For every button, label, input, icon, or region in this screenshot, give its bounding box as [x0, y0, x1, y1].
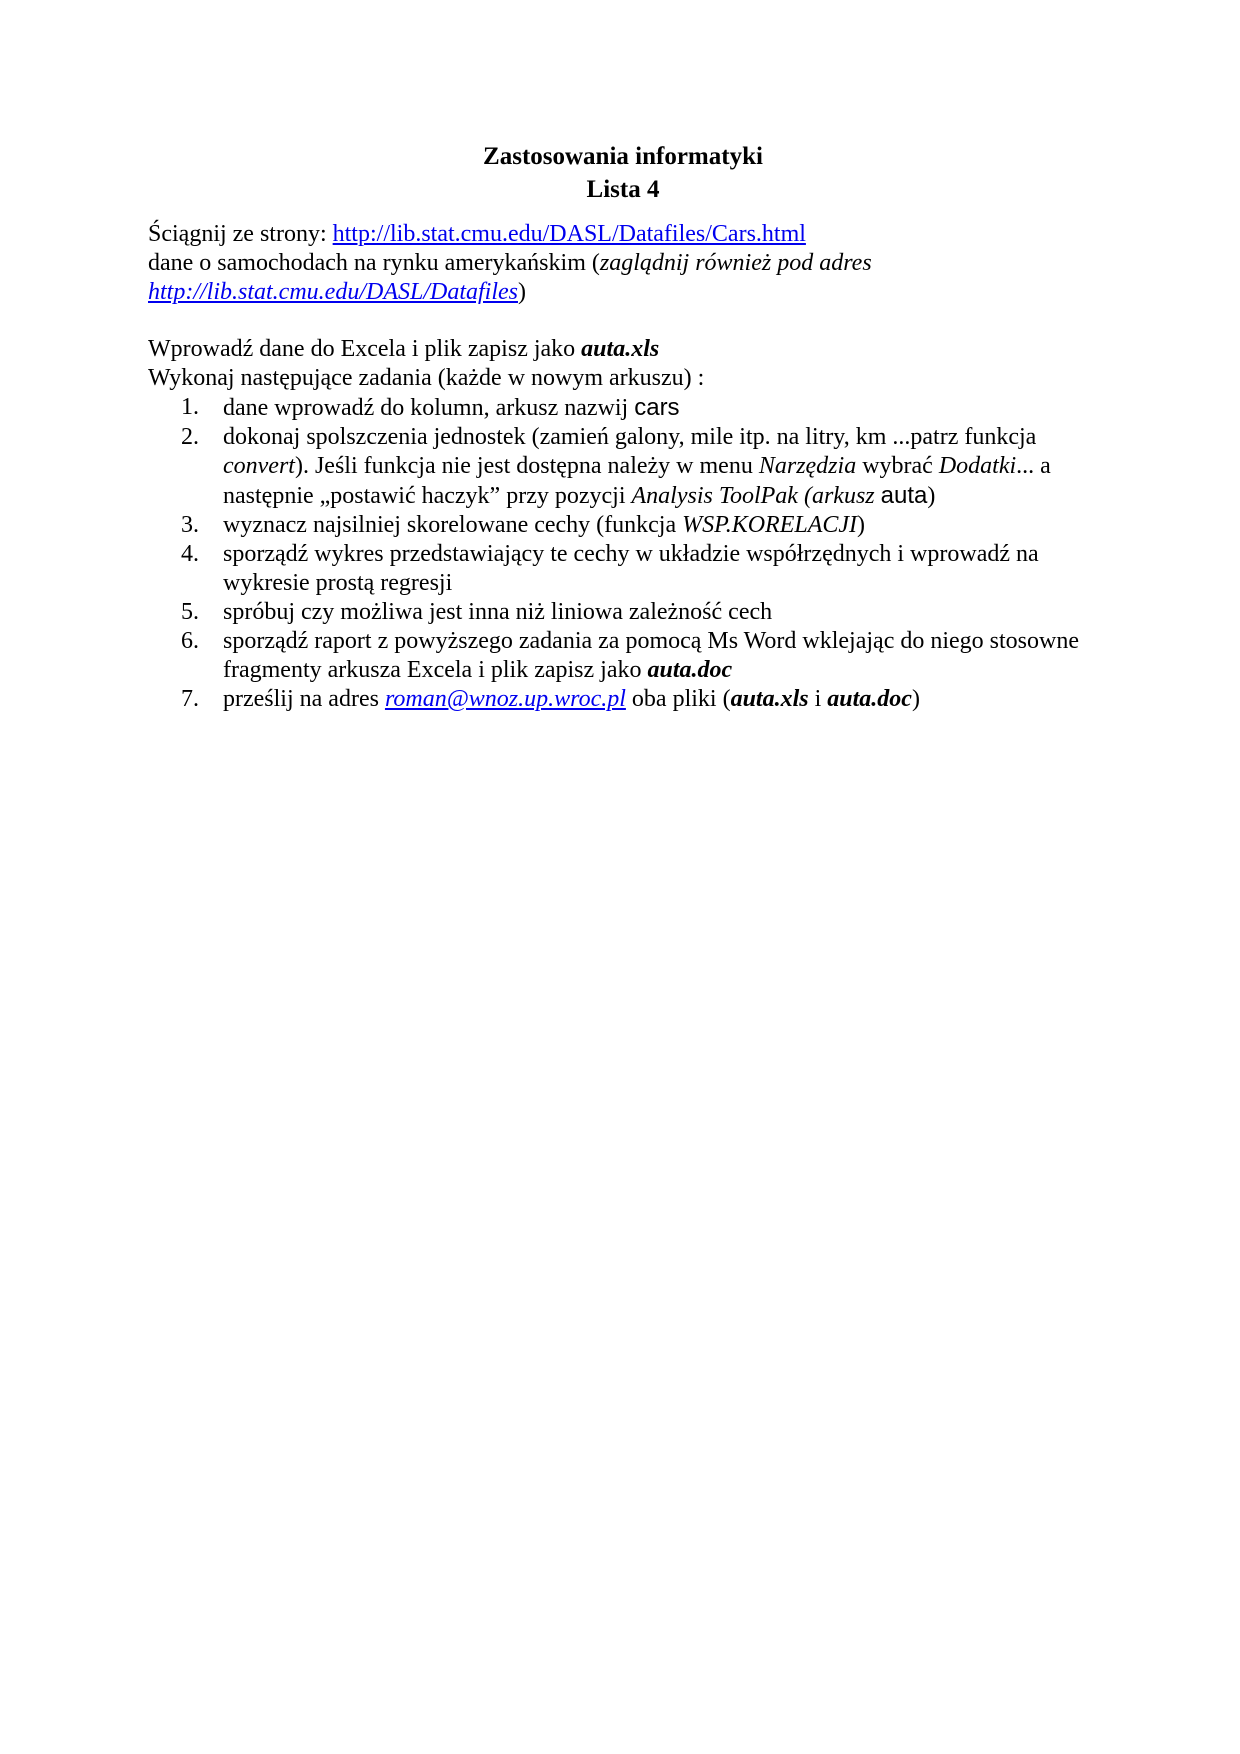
task-text: ... a następnie „postawić haczyk” przy pozycji [223, 453, 1051, 509]
task-number: 6. [181, 628, 199, 654]
task-item [148, 598, 1098, 627]
spacer [148, 307, 1098, 335]
data-desc-text: dane o samochodach na rynku amerykańskim ( [148, 250, 600, 276]
download-line [148, 220, 1098, 249]
word-filename: auta.doc [647, 657, 733, 683]
function-correlation: WSP.KORELACJI [682, 512, 858, 538]
excel-filename: auta.xls [730, 686, 809, 712]
task-text: sporządź wykres przedstawiający te cechy w układzie współrzędnych i wprowadź na wykresie prostą regresji [223, 541, 1039, 596]
task-item [148, 540, 1098, 598]
task-text: i [808, 686, 828, 712]
word-filename: auta.doc [827, 686, 912, 712]
close-paren: ) [927, 483, 936, 509]
data-description [148, 249, 1098, 278]
task-text: dane wprowadź do kolumn, arkusz nazwij [223, 395, 635, 421]
task-list [148, 393, 1098, 714]
task-text: sporządź raport z powyższego zadania za pomocą Ms Word wklejając do niego stosowne fragmenty arkusza Excela i plik zapisz jako [223, 628, 1079, 683]
enter-data-text: Wprowadź dane do Excela i plik zapisz jako [148, 336, 582, 362]
excel-filename: auta.xls [581, 336, 660, 362]
sheet-name-cars: cars [634, 394, 680, 421]
analysis-toolpak: Analysis ToolPak (arkusz [631, 483, 881, 509]
email-link[interactable]: roman@wnoz.up.wroc.pl [384, 686, 626, 712]
close-paren: ) [857, 512, 866, 538]
task-number: 7. [181, 686, 199, 712]
page-title: Zastosowania informatyki [483, 143, 763, 170]
menu-tools: Narzędzia [758, 453, 857, 479]
task-text: prześlij na adres [223, 686, 385, 712]
task-item [148, 685, 1098, 714]
see-also-line [148, 278, 1098, 307]
task-item [148, 393, 1098, 423]
document-page [148, 140, 1098, 714]
task-item [148, 511, 1098, 540]
task-number: 3. [181, 512, 199, 538]
task-number: 4. [181, 541, 199, 567]
tasks-intro: Wykonaj następujące zadania (każde w nowym arkuszu) : [148, 365, 705, 391]
task-number: 5. [181, 599, 199, 625]
task-text: oba pliki ( [625, 686, 731, 712]
task-text: dokonaj spolszczenia jednostek (zamień galony, mile itp. na litry, km ...patrz funkcja [223, 424, 1037, 450]
task-item [148, 627, 1098, 685]
page-subtitle: Lista 4 [586, 176, 660, 203]
task-text: spróbuj czy możliwa jest inna niż liniowa zależność cech [223, 599, 773, 625]
task-number: 1. [181, 394, 199, 420]
function-convert: convert [223, 453, 295, 479]
datafiles-link[interactable]: http://lib.stat.cmu.edu/DASL/Datafiles [148, 279, 518, 305]
task-number: 2. [181, 424, 199, 450]
close-paren: ) [517, 279, 526, 305]
task-text: wybrać [856, 453, 939, 479]
task-item [148, 423, 1098, 511]
download-link[interactable]: http://lib.stat.cmu.edu/DASL/Datafiles/Cars.html [332, 221, 806, 247]
menu-addins: Dodatki [938, 453, 1017, 479]
close-paren: ) [911, 686, 920, 712]
download-prefix: Ściągnij ze strony: [148, 221, 333, 247]
see-also-text: zaglądnij również pod adres [599, 250, 872, 276]
enter-data-line [148, 335, 1098, 364]
task-text: wyznacz najsilniej skorelowane cechy (funkcja [223, 512, 683, 538]
document-header [148, 140, 1098, 206]
task-text: ). Jeśli funkcja nie jest dostępna należy w menu [294, 453, 759, 479]
sheet-name-auta: auta [880, 482, 928, 509]
